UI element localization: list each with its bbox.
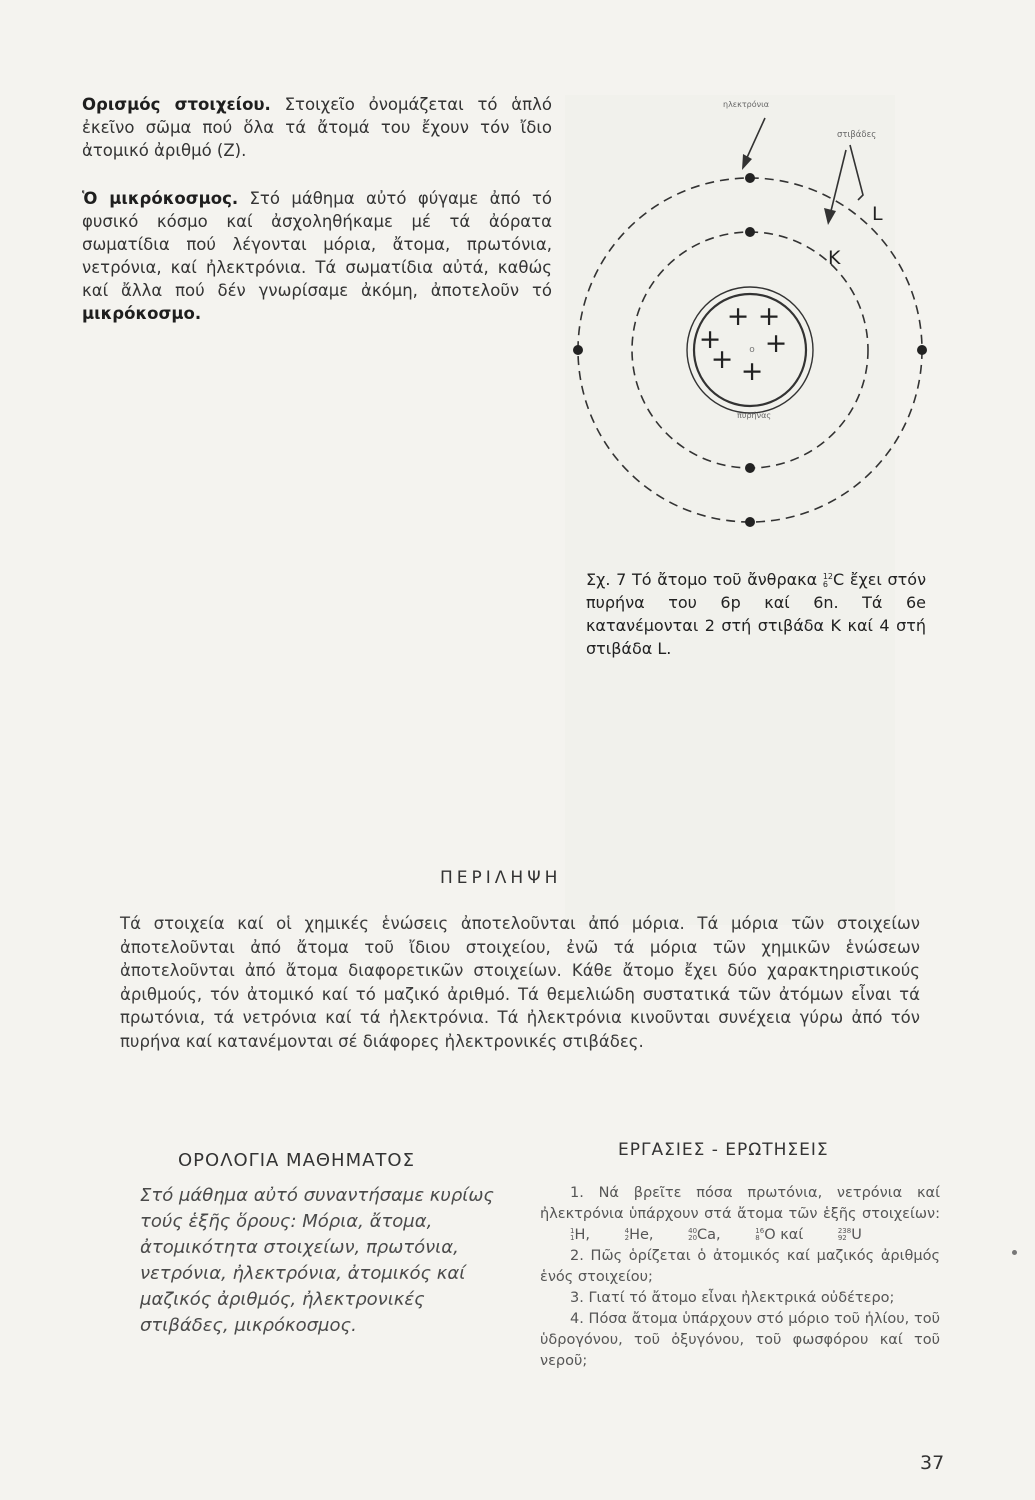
caption-text-before: Τό ἄτομο τοῦ ἄνθρακα	[626, 570, 823, 589]
summary-title: ΠΕΡΙΛΗΨΗ	[440, 868, 562, 888]
proton-plus: +	[698, 324, 722, 355]
definition-microcosm-text: Στό μάθημα αὐτό φύγαμε ἀπό τό φυσικό κόσμο καί ἀσχοληθήκαμε μέ τά ἀόρατα σωματίδια πού λέγονται μόρια, ἄτομα, πρωτόνια, νετρόνια, καί ἠλεκτρόνια. Τά σωματίδια αὐτά, καθώς καί ἄλλα πού δέν γνωρίσαμε ἀκόμη, ἀποτελοῦν τό	[82, 189, 552, 300]
task-4: 4. Πόσα ἄτομα ὑπάρχουν στό μόριο τοῦ ἡλίου, τοῦ ὑδρογόνου, τοῦ ὀξυγόνου, τοῦ φωσφόρου καί τοῦ νεροῦ;	[540, 1311, 940, 1369]
definition-element-heading: Ορισμός στοιχείου.	[82, 95, 271, 114]
carbon-atom-diagram	[560, 90, 940, 560]
caption-isotope	[823, 568, 844, 591]
electron-shell-K	[745, 463, 755, 473]
arrow-shell-L	[850, 145, 863, 200]
definition-microcosm-heading: Ὁ μικρόκοσμος.	[82, 189, 239, 208]
formula-o: 16 8 O	[755, 1227, 776, 1243]
proton-plus: +	[740, 356, 764, 387]
terms-text: Στό μάθημα αὐτό συναντήσαμε κυρίως τούς ἑξῆς ὅρους: Μόρια, ἄτομα, ἀτομικότητα στοιχείων, πρωτόνια, νετρόνια, ἠλεκτρόνια, ἀτομικός καί μαζικός ἀριθμός, ἠλεκτρονικές στιβάδες, μικρόκοσμος.	[140, 1185, 494, 1336]
caption-atomic-number: 6	[822, 579, 828, 589]
summary-text: Τά στοιχεία καί οἱ χημικές ἑνώσεις ἀποτελοῦνται ἀπό μόρια. Τά μόρια τῶν στοιχείων ἀποτελοῦνται ἀπό ἄτομα τοῦ ἴδιου στοιχείου, ἐνῶ τά μόρια τῶν χημικῶν ἑνώσεων ἀποτελοῦνται ἀπό ἄτομα διαφορετικῶν στοιχείων. Κάθε ἄτομο ἔχει δύο χαρακτηριστικούς ἀριθμούς, τόν ἀτομικό καί τό μαζικό ἀριθμό. Τά θεμελιώδη συστατικά τῶν ἀτόμων εἶναι τά πρωτόνια, τά νετρόνια καί τά ἠλεκτρόνια. Τά ἠλεκτρόνια κινοῦνται συνέχεια γύρω ἀπό τόν πυρήνα καί κατανέμονται σέ διάφορες ἠλεκτρονικές στιβάδες.	[120, 914, 920, 1051]
proton-plus: +	[710, 344, 734, 375]
task-2: 2. Πῶς ὁρίζεται ὁ ἀτομικός καί μαζικός ἀριθμός ἑνός στοιχείου;	[540, 1248, 940, 1285]
stray-dot	[1012, 1250, 1017, 1255]
task-1: 1. Νά βρεῖτε πόσα πρωτόνια, νετρόνια καί ἠλεκτρόνια ὑπάρχουν στά ἄτομα τῶν ἑξῆς στοιχείων: 1 1 H, 4 2 He, 40 20 Ca, 16 8 O καί 238 92 U	[540, 1185, 940, 1243]
proton-plus: +	[726, 301, 750, 332]
tasks-list	[540, 1183, 940, 1372]
proton-plus: +	[757, 301, 781, 332]
electron-shell-L	[917, 345, 927, 355]
label-shells: στιβάδες	[837, 130, 877, 140]
electron-shell-K	[745, 227, 755, 237]
tasks-title: ΕΡΓΑΣΙΕΣ - ΕΡΩΤΗΣΕΙΣ	[618, 1140, 829, 1160]
task-3: 3. Γιατί τό ἄτομο εἶναι ἠλεκτρικά οὐδέτερο;	[570, 1290, 895, 1306]
proton-plus: +	[764, 328, 788, 359]
formula-h: 1 1 H	[570, 1227, 586, 1243]
formula-ca: 40 20 Ca	[688, 1227, 717, 1243]
definition-element-text: Στοιχεῖο ὀνομάζεται τό ἁπλό ἐκεῖνο σῶμα πού ὅλα τά ἄτομά του ἔχουν τόν ἴδιο ἀτομικό ἀριθμό (Z).	[82, 95, 552, 160]
nucleus-neutron-mark: o	[749, 345, 755, 355]
label-nucleus: πυρήνας	[737, 411, 772, 420]
shell-L-label: L	[872, 203, 883, 225]
electron-shell-L	[573, 345, 583, 355]
caption-mass-number: 12	[822, 571, 834, 581]
caption-text-after: ἔχει στόν πυρήνα του 6p καί 6n. Τά 6e κατανέμονται 2 στή στιβάδα K καί 4 στή στιβάδα L.	[586, 570, 926, 658]
label-electrons: ηλεκτρόνια	[723, 100, 770, 109]
nucleus-protons	[699, 301, 788, 387]
arrow-electrons-head	[742, 154, 752, 170]
formula-u: 238 92 U	[837, 1227, 862, 1243]
electron-shell-L	[745, 517, 755, 527]
formula-he: 4 2 He	[624, 1227, 649, 1243]
arrow-electrons	[745, 118, 765, 162]
caption-symbol: C	[833, 570, 845, 589]
electron-shell-L	[745, 173, 755, 183]
shell-K-label: K	[828, 247, 841, 269]
figure-caption	[586, 568, 926, 660]
definition-microcosm-keyword: μικρόκοσμο.	[82, 304, 202, 323]
definition-microcosm	[82, 187, 552, 325]
page-number: 37	[920, 1452, 945, 1474]
caption-label: Σχ. 7	[586, 570, 627, 589]
definition-element	[82, 93, 552, 162]
arrow-shell-K-head	[824, 208, 836, 225]
terms-title: ΟΡΟΛΟΓΙΑ ΜΑΘΗΜΑΤΟΣ	[178, 1150, 415, 1171]
